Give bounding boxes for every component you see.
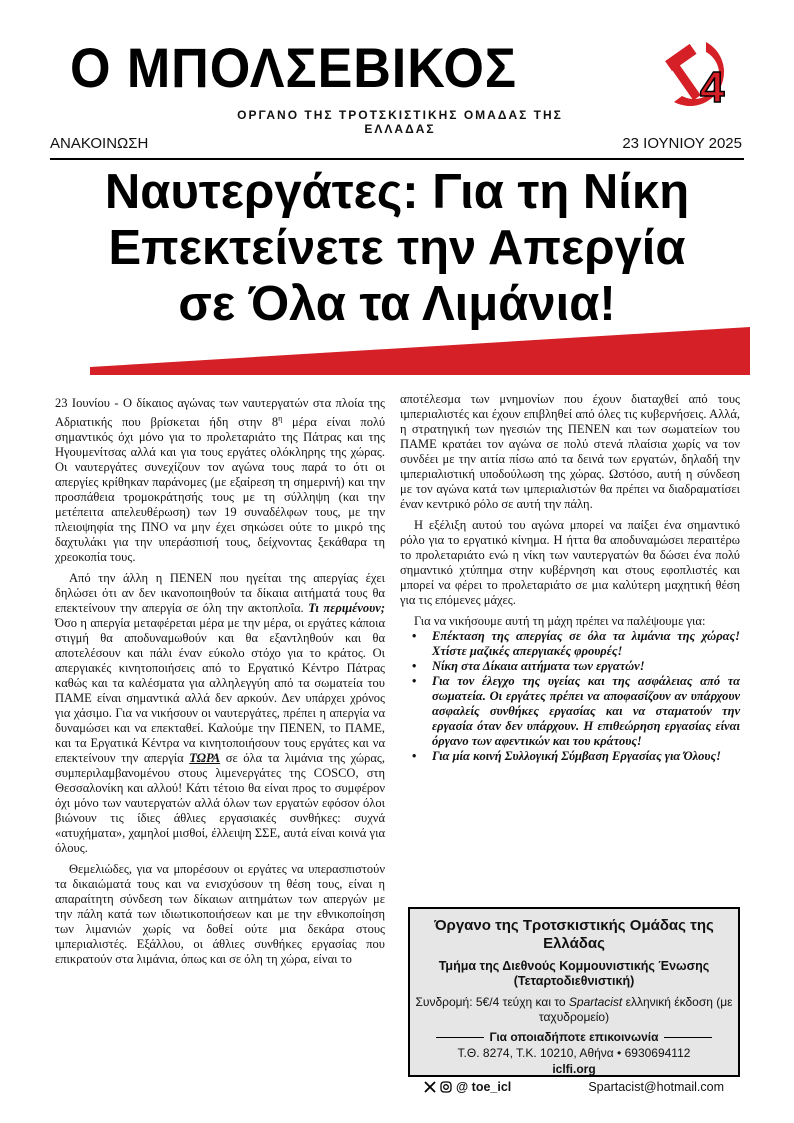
list-item: • Επέκταση της απεργίας σε όλα τα λιμάνια της χώρας! Χτίστε μαζικές απεργιακές φρουρές!	[400, 629, 740, 659]
emphasis-question: Τι περιμένουν;	[308, 601, 386, 616]
masthead-title: Ο ΜΠΟΛΣΕΒΙΚΟΣ	[70, 36, 517, 99]
article-paragraph	[55, 571, 385, 856]
list-item: • Για μία κοινή Συλλογική Σύμβαση Εργασίας για Όλους!	[400, 749, 740, 764]
article-paragraph: Για να νικήσουμε αυτή τη μάχη πρέπει να παλέψουμε για:	[414, 614, 706, 628]
social-row	[410, 1080, 738, 1094]
article-left-column	[55, 396, 385, 973]
article-paragraph: Θεμελιώδες, για να μπορέσουν οι εργάτες να υπερασπιστούν τα δικαιώματά τους και να ενισχύσουν τη θέση τους, είναι η απαραίτητη σύνδεση των δίκαιων αιτημάτων των απεργών με την πάλη κατά των ιδιωτικοποιήσεων και με την εθνικοποίηση των λιμανιών χωρίς να δοθεί ούτε μια δεκάρα στους ιμπεριαλιστές. Εξάλλου, οι άθλιες συνθήκες εργασίας που επικρατούν στα λιμάνια, όπως και σε όλη τη χώρα, είναι το	[55, 862, 385, 967]
tagline: ΟΡΓΑΝΟ ΤΗΣ ΤΡΟΤΣΚΙΣΤΙΚΗΣ ΟΜΑΔΑΣ ΤΗΣ ΕΛΛΑΔΑΣ	[237, 108, 563, 136]
email-link[interactable]: Spartacist@hotmail.com	[588, 1080, 724, 1094]
emphasis-now: ΤΩΡΑ	[189, 751, 221, 766]
box-subtitle: Τμήμα της Διεθνούς Κομμουνιστικής Ένωσης (Τεταρτοδιεθνιστική)	[438, 959, 710, 988]
headline-line-1: Ναυτεργάτες: Για τη Νίκη	[104, 165, 690, 219]
headline	[30, 164, 764, 332]
x-icon	[424, 1081, 436, 1093]
contact-header: Για οποιαδήποτε επικοινωνία	[410, 1030, 738, 1044]
box-title: Όργανο της Τροτσκιστικής Ομάδας της Ελλάδας	[434, 917, 714, 952]
red-wedge-graphic	[90, 327, 750, 375]
spartacist-title: Spartacist	[568, 995, 623, 1009]
announcement-label: ΑΝΑΚΟΙΝΩΣΗ	[50, 135, 149, 152]
text-run: 23 Ιουνίου - Ο δίκαιος αγώνας των ναυτεργατών στα πλοία της Αδριατικής που βρίσκεται ήδη στην 8	[55, 396, 385, 430]
social-handle[interactable]	[424, 1080, 511, 1094]
postal-address: Τ.Θ. 8274, Τ.Κ. 10210, Αθήνα • 6930694112	[457, 1046, 691, 1060]
website-link[interactable]: iclfi.org	[552, 1062, 596, 1076]
article-paragraph	[55, 396, 385, 565]
subscription-info	[410, 995, 738, 1025]
article-paragraph: Η εξέλιξη αυτού του αγώνα μπορεί να παίξει ένα σημαντικό ρόλο για το εργατικό κίνημα. Η ήττα θα αποδυναμώσει περαιτέρω το προλεταριάτο ενώ η νίκη των ναυτεργατών θα δώσει ένα πολύ σημαντικό χτύπημα στην κυβέρνηση και στους εφοπλιστές και μπορεί να φέρει το προλεταριάτο σε μια καλύτερη μαχητική θέση για τις επόμενες μάχες.	[400, 518, 740, 607]
demands-list	[400, 629, 740, 764]
list-item: • Νίκη στα Δίκαια αιτήματα των εργατών!	[400, 659, 740, 674]
header-divider	[50, 158, 744, 160]
issue-date: 23 ΙΟΥΝΙΟΥ 2025	[622, 135, 742, 152]
headline-line-3: σε Όλα τα Λιμάνια!	[178, 277, 616, 331]
instagram-icon	[440, 1081, 452, 1093]
article-right-column	[400, 392, 740, 764]
social-handle-text: @ toe_icl	[456, 1080, 512, 1094]
text-run: ελληνική έκδοση (με ταχυδρομείο)	[538, 995, 733, 1024]
text-run: μέρα είναι πολύ σημαντικός όχι μόνο για το προλεταριάτο της Πάτρας και της Ηγουμενίτσας αλλά και για τους εργάτες ολόκληρης της χώρας. Οι ναυτεργάτες συνεχίζουν τον αγώνα τους παρά το ότι οι απεργίες κρίθηκαν παράνομες (με εξαίρεση τη σημερινή) και την προσπάθεια τρομοκράτησής τους με τη σύλληψη (και την μετέπειτα απελευθέρωση) των 19 συναδέλφων τους, με την πλειοψηφία της ΠΝΟ να μην έχει σηκώσει ούτε το μικρό της δαχτυλάκι για την υπεράσπισή τους, δείχνοντας ξεκάθαρα τη χρεοκοπία τους.	[55, 415, 386, 565]
article-paragraph: αποτέλεσμα των μνημονίων που έχουν διαταχθεί από τους ιμπεριαλιστές και έχουν επιβληθεί από όλες τις κυβερνήσεις. Αλλά, η στρατηγική των ηγεσιών της ΠΕΝΕΝ και των σωματείων του ΠΑΜΕ κρατάει τον αγώνα σε πολύ στενά πλαίσια χωρίς να τον συνδέει με την αιτία πίσω από τα δεινά των εργατών, δηλαδή την ιμπεριαλιστική υποδούλωση της χώρας. Ωστόσο, αυτή η σύνδεση με τον αγώνα κατά των ιμπεριαλιστών θα πρέπει να διαδραματίσει έναν κεντρικό ρόλο σε αυτή την πάλη.	[400, 392, 740, 511]
text-run: Από την άλλη η ΠΕΝΕΝ που ηγείται της απεργίας έχει δηλώσει ότι αν δεν ικανοποιηθούν τα δίκαια αιτήματά τους θα επεκτείνουν την απεργία σε όλη την ακτοπλοΐα.	[55, 571, 385, 616]
hammer-sickle-four-logo	[660, 32, 740, 122]
text-run: σε όλα τα λιμάνια της χώρας, συμπεριλαμβανομένου στους λιμενεργάτες της COSCO, στη Θεσσαλονίκη και αλλού! Κάτι τέτοιο θα είναι προς το συμφέρον όχι μόνο των ναυτεργατών αλλά όλων των εργατών εφόσον όλοι βιώνουν τις ίδιες άθλιες εργασιακές συνθήκες: συχνά «ατυχήματα», χαμηλοί μισθοί, έλλειψη ΣΣΕ, αυτά είναι κοινά για όλους.	[55, 751, 385, 856]
red-wedge-shape	[90, 327, 750, 375]
headline-line-2: Επεκτείνετε την Απεργία	[108, 221, 686, 275]
text-run: Όσο η απεργία μεταφέρεται μέρα με την μέρα, οι εργάτες κάποια στιγμή θα αποδυναμωθούν και θα εξαντληθούν και θα αποτελέσουν και πάλι έναν εύκολο στόχο για το κράτος. Οι απεργιακές κινητοποιήσεις από το Εργατικό Κέντρο Πάτρας καθώς και τα καλέσματα για αλληλεγγύη από τα σωματεία του ΠΑΜΕ είναι σημαντικά αλλά δεν αρκούν. Δεν υπάρχει χρόνος για χάσιμο. Για να νικήσουν οι ναυτεργάτες, πρέπει η απεργία να δυναμώσει και να επεκταθεί. Καλούμε την ΠΕΝΕΝ, το ΠΑΜΕ, και τα Εργατικά Κέντρα να κινητοποιήσουν τους εργάτες και να επεκτείνουν την απεργία	[55, 616, 385, 766]
text-run: Συνδρομή: 5€/4 τεύχη και το	[415, 995, 569, 1009]
logo-number: 4	[700, 63, 725, 112]
ordinal-suffix: η	[278, 414, 283, 423]
list-item: • Για τον έλεγχο της υγείας και της ασφάλειας από τα σωματεία. Οι εργάτες πρέπει να αποφασίζουν αν υπάρχουν ασφαλείς συνθήκες εργασίας και να σταματούν την εργασία όταν δεν υπάρχουν. Η επιθεώρηση εργασίας είναι όργανο των αφεντικών και του κράτους!	[400, 674, 740, 749]
publisher-info-box	[408, 907, 740, 1094]
